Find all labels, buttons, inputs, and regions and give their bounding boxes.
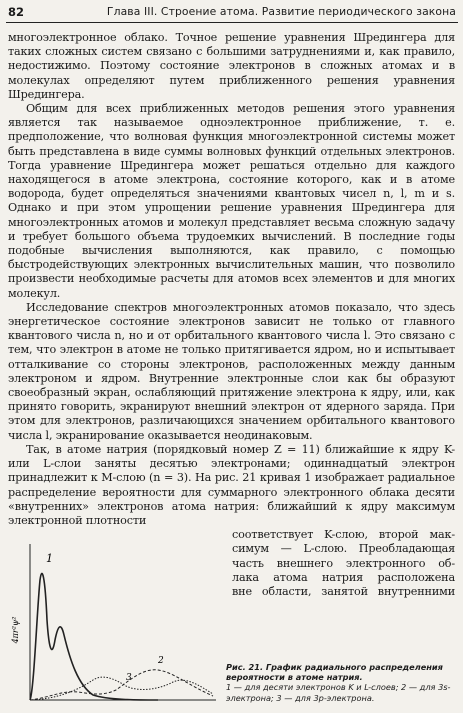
curve-label-3: 3 (126, 673, 132, 683)
narrow-line: лака атома натрия расположена (232, 570, 455, 584)
figure-caption (226, 662, 456, 703)
body-text (8, 31, 455, 599)
curve-2 (30, 670, 213, 700)
narrow-line: вне области, занятой внутренними (232, 584, 455, 598)
paragraph-4: Так, в атоме натрия (порядковый номер Z = 11) ближайшие к ядру K- или L-слои заняты десятью электронами; одиннадцатый электрон принадлежит к M-слою (n = 3). На рис. 21 кривая 1 изображает радиальное распределение вероятности для суммарного электронного облака десяти «внутренних» электронов атома натрия: ближайший к ядру максимум электронной плотности (8, 442, 455, 527)
curve-3 (30, 677, 213, 700)
page-number: 82 (8, 5, 25, 19)
curve-label-2: 2 (158, 656, 164, 666)
narrow-line: симум — L-слою. Преобладающая (232, 542, 455, 556)
paragraph-1: многоэлектронное облако. Точное решение уравнения Шредингера для таких сложных систем связано с большими затруднениями и, как правило, недостижимо. Поэтому состояние электронов в сложных атомах и в молекулах определяют путем приближенного решения уравнения Шредингера. (8, 31, 455, 101)
narrow-line: соответствует K-слою, второй мак- (232, 528, 455, 542)
chapter-title: Глава III. Строение атома. Развитие периодического закона (106, 5, 456, 18)
running-header (6, 4, 458, 23)
paragraph-2: Общим для всех приближенных методов решения этого уравнения является так называемое одноэлектронное приближение, т. е. предположение, что волновая функция многоэлектронной системы может быть представлена в виде суммы волновых функций отдельных электронов. Тогда уравнение Шредингера может решаться отдельно для каждого находящегося в атоме электрона, состояние которого, как и в атоме водорода, будет определяться значениями квантовых чисел n, l, m и s. Однако и при этом упрощении решение уравнения Шредингера для многоэлектронных атомов и молекул представляет весьма сложную задачу и требует большого объема трудоемких вычислений. В последние годы подобные вычисления выполняются, как правило, с помощью быстродействующих электронных вычислительных машин, что позволило произвести необходимые расчеты для атомов всех элементов и для многих молекул. (8, 102, 455, 300)
curve-1 (30, 573, 158, 700)
radial-distribution-figure (8, 540, 218, 708)
curve-label-1: 1 (46, 552, 53, 565)
caption-title: Рис. 21. График радиального распределения вероятности в атоме натрия. (226, 662, 443, 683)
caption-legend: 1 — для десяти электронов K и L-слоев; 2 — для 3s-электрона; 3 — для 3p-электрона. (226, 682, 451, 703)
text-beside-figure (232, 528, 455, 599)
narrow-line: часть внешнего электронного об- (232, 556, 455, 570)
y-axis-label: 4πr²ψ² (11, 616, 20, 644)
paragraph-3: Исследование спектров многоэлектронных атомов показало, что здесь энергетическое состояние электронов зависит не только от главного квантового числа n, но и от орбитального квантового числа l. Это связано с тем, что электрон в атоме не только притягивается ядром, но и испытывает отталкивание со стороны электронов, расположенных между данным электроном и ядром. Внутренние электронные слои как бы образуют своеобразный экран, ослабляющий притяжение электрона к ядру, или, как принято говорить, экранируют внешний электрон от ядерного заряда. При этом для электронов, различающихся значением орбитального квантового числа l, экранирование оказывается неодинаковым. (8, 300, 455, 442)
